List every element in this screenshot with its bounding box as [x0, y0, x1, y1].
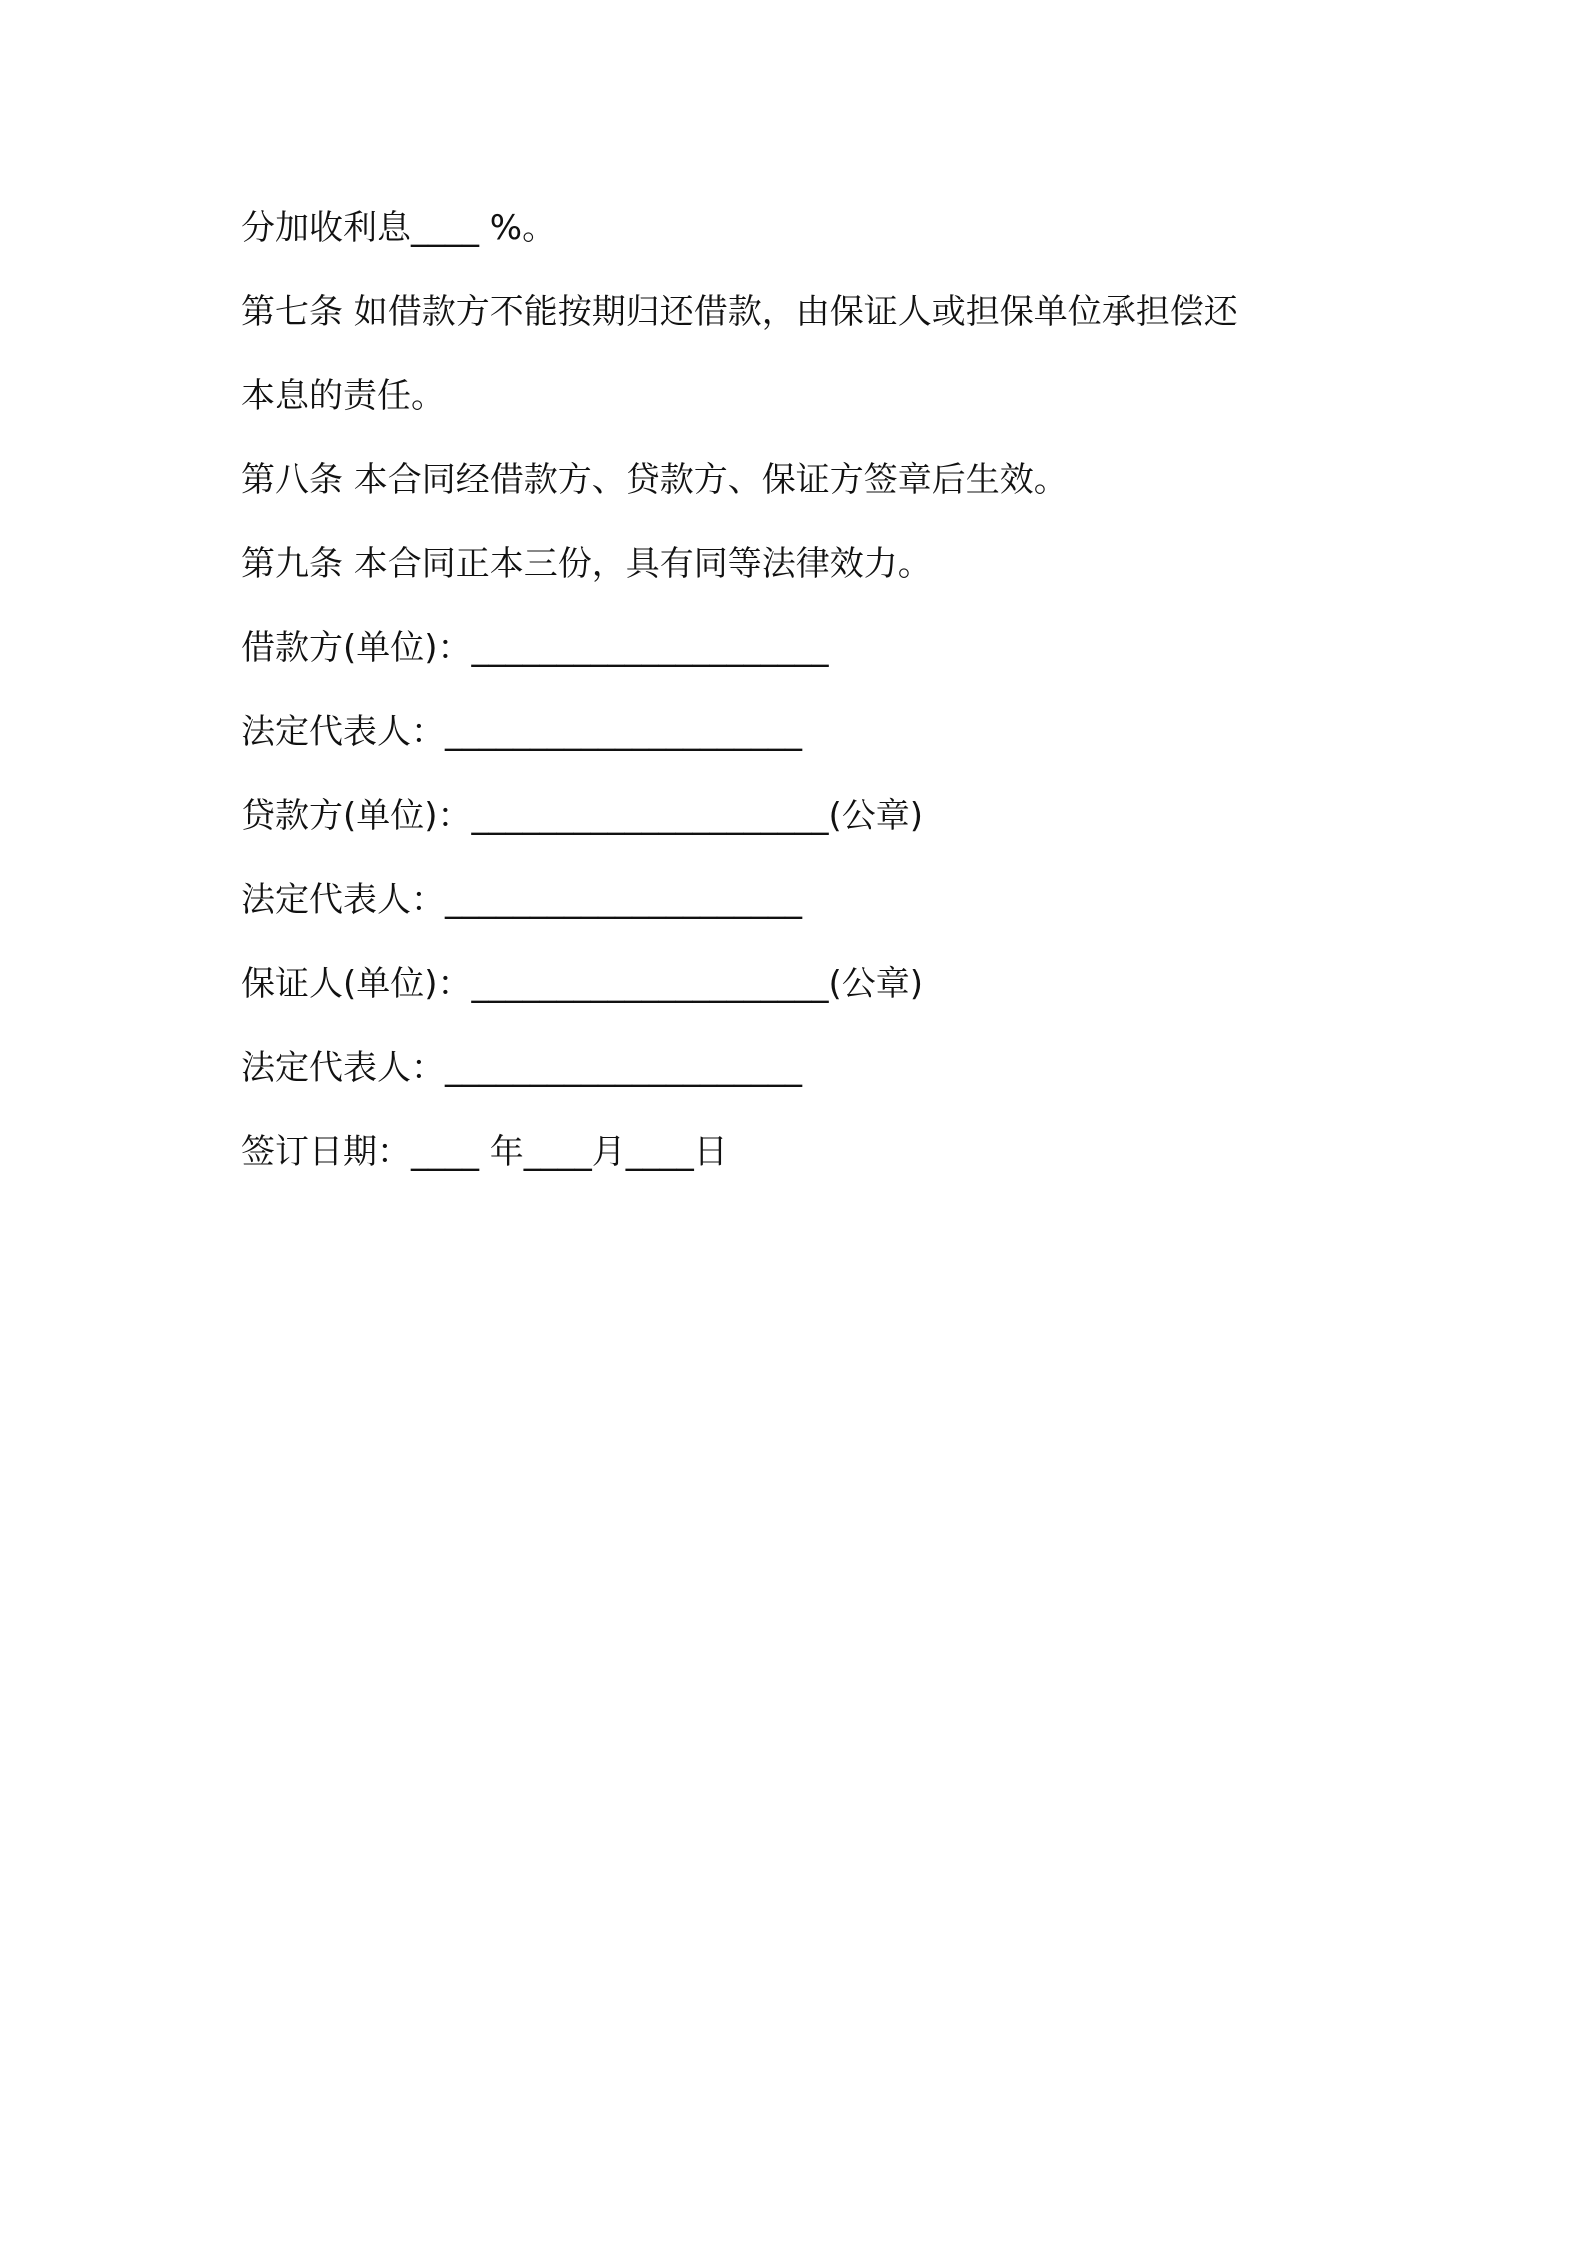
- contract-body: [241, 200, 1391, 1208]
- lender-legal-representative-field: 法定代表人：_____________________: [241, 880, 802, 920]
- borrower-legal-representative-field: 法定代表人：_____________________: [241, 712, 802, 752]
- guarantor-unit-field: 保证人(单位)：_____________________(公章): [241, 964, 924, 1004]
- article-seven: 第七条 如借款方不能按期归还借款，由保证人或担保单位承担偿还: [241, 292, 1238, 332]
- interest-clause-continuation: 分加收利息____ %。: [241, 208, 557, 248]
- guarantor-legal-representative-field: 法定代表人：_____________________: [241, 1048, 802, 1088]
- article-eight: 第八条 本合同经借款方、贷款方、保证方签章后生效。: [241, 460, 1068, 500]
- borrower-unit-field: 借款方(单位)：_____________________: [241, 628, 829, 668]
- article-seven-continuation: 本息的责任。: [241, 376, 445, 416]
- signing-date-field: 签订日期：____ 年____月____日: [241, 1132, 728, 1172]
- article-nine: 第九条 本合同正本三份，具有同等法律效力。: [241, 544, 932, 584]
- lender-unit-field: 贷款方(单位)：_____________________(公章): [241, 796, 924, 836]
